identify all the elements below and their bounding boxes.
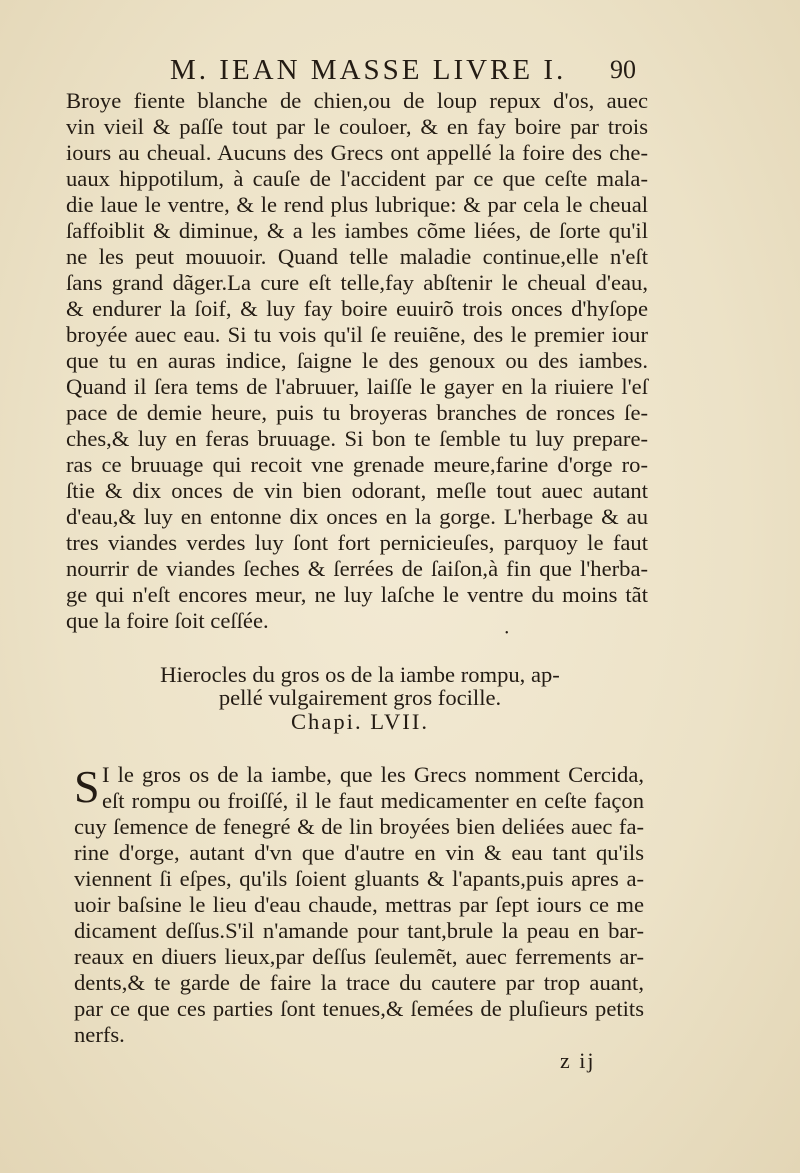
text-line: reaux en diuers lieux,par deſſus ſeulemẽt, auec ferrements ar- (74, 944, 644, 969)
text-line: ſtie & dix onces de vin bien odorant, meſle tout auec autant (66, 478, 648, 503)
chapter-heading (100, 663, 620, 735)
text-line: dicament deſſus.S'il n'amande pour tant,brule la peau en bar- (74, 918, 644, 943)
text-line: ches,& luy en feras bruuage. Si bon te ſemble tu luy prepare- (66, 426, 648, 451)
text-line: ne les peut mouuoir. Quand telle maladie continue,elle n'eſt (66, 244, 648, 269)
text-line: d'eau,& luy en entonne dix onces en la gorge. L'herbage & au (66, 504, 648, 529)
text-line: uaux hippotilum, à cauſe de l'accident par ce que ceſte mala- (66, 166, 648, 191)
text-line: uoir baſsine le lieu d'eau chaude, mettras par ſept iours ce me (74, 892, 644, 917)
chapter-title-line: pellé vulgairement gros focille. (218, 685, 502, 710)
text-line: ras ce bruuage qui recoit vne grenade meure,farine d'orge ro- (66, 452, 648, 477)
text-line: rine d'orge, autant d'vn que d'autre en vin & eau tant qu'ils (74, 840, 644, 865)
text-line: pace de demie heure, puis tu broyeras branches de ronces ſe- (66, 400, 648, 425)
chapter-number: Chapi. LVII. (290, 709, 429, 734)
chapter-paragraph (74, 762, 644, 1048)
text-line: nourrir de viandes ſeches & ſerrées de ſaiſon,à fin que l'herba- (66, 556, 648, 581)
text-line: dents,& te garde de faire la trace du cautere par trop auant, (74, 970, 644, 995)
text-line: broyée auec eau. Si tu vois qu'il ſe reuiẽne, des le premier iour (66, 322, 648, 347)
text-line: iours au cheual. Aucuns des Grecs ont appellé la foire des che- (66, 140, 648, 165)
printer-mark: • (505, 628, 509, 639)
text-line: Broye fiente blanche de chien,ou de loup repux d'os, auec (66, 88, 648, 113)
text-line: ge qui n'eſt encores meur, ne luy laſche le ventre du moins tãt (66, 582, 648, 607)
text-line: & endurer la ſoif, & luy fay boire euuirõ trois onces d'hyſope (66, 296, 648, 321)
text-line: viennent ſi eſpes, qu'ils ſoient gluants & l'apants,puis apres a- (74, 866, 644, 891)
text-line: vin vieil & paſſe tout par le couloer, & en fay boire par trois (66, 114, 648, 139)
page-number: 90 (610, 55, 636, 84)
signature-mark: z ij (560, 1048, 596, 1073)
text-line: ſaffoiblit & diminue, & a les iambes cõme liées, de ſorte qu'il (66, 218, 648, 243)
text-line: tres viandes verdes luy ſont fort pernicieuſes, parquoy le faut (66, 530, 648, 555)
text-line: die laue le ventre, & le rend plus lubrique: & par cela le cheual (66, 192, 648, 217)
drop-capital: S (74, 761, 100, 812)
text-line: Quand il ſera tems de l'abruuer, laiſſe le gayer en la riuiere l'eſ (66, 374, 648, 399)
text-line: que la foire ſoit ceſſée. (66, 608, 269, 633)
text-line: ſans grand dãger.La cure eſt telle,fay abſtenir le cheual d'eau, (66, 270, 648, 295)
main-paragraph (66, 88, 648, 634)
text-line: nerfs. (74, 1022, 125, 1047)
text-line: cuy ſemence de fenegré & de lin broyées bien deliées auec fa- (74, 814, 644, 839)
text-line: par ce que ces parties ſont tenues,& ſemées de pluſieurs petits (74, 996, 644, 1021)
running-head: M. IEAN MASSE LIVRE I. (170, 54, 567, 86)
text-line: eſt rompu ou froiſſé, il le faut medicamenter en ceſte façon (102, 788, 644, 813)
text-line: I le gros os de la iambe, que les Grecs nomment Cercida, (102, 762, 644, 787)
text-line: que tu en auras indice, ſaigne le des genoux ou des iambes. (66, 348, 648, 373)
chapter-title-line: Hierocles du gros os de la iambe rompu, ap- (160, 662, 560, 687)
